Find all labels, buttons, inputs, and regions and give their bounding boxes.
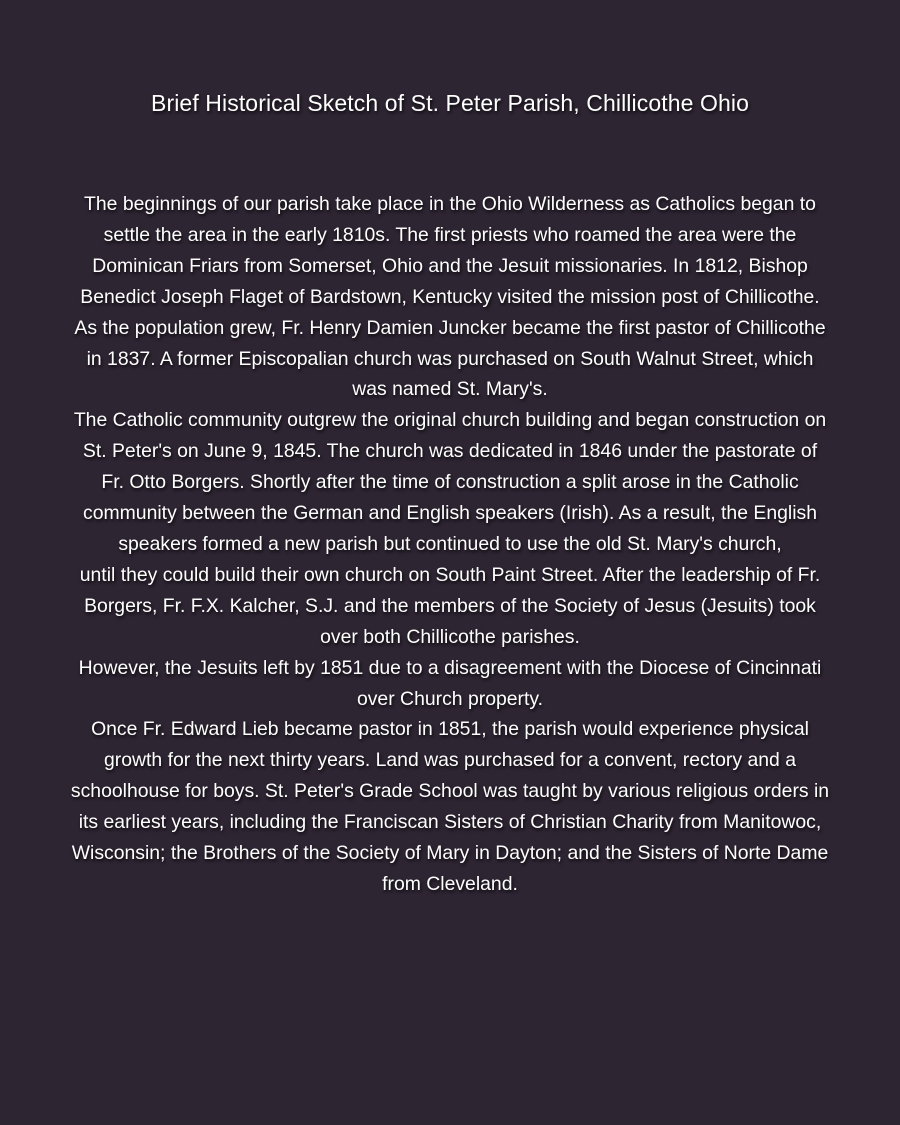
document-body bbox=[70, 189, 830, 900]
paragraph-growth: Once Fr. Edward Lieb became pastor in 1851, the parish would experience physical growth for the next thirty years. Land was purchased for a convent, rectory and a schoolhouse for boys. St. Peter's Grade School was taught by various religious orders in its earliest years, including the Franciscan Sisters of Christian Charity from Manitowoc, Wisconsin; the Brothers of the Society of Mary in Dayton; and the Sisters of Norte Dame from Cleveland. bbox=[70, 718, 830, 895]
paragraph-jesuits: until they could build their own church on South Paint Street. After the leadership of Fr. Borgers, Fr. F.X. Kalcher, S.J. and the members of the Society of Jesus (Jesuits) took over both Chillicothe parishes. bbox=[79, 563, 821, 648]
paragraph-first-pastor: As the population grew, Fr. Henry Damien Juncker became the first pastor of Chillicothe in 1837. A former Episcopalian church was purchased on South Walnut Street, which was named St. Mary's. bbox=[74, 316, 826, 401]
document-title: Brief Historical Sketch of St. Peter Parish, Chillicothe Ohio bbox=[151, 90, 749, 116]
paragraph-jesuits-departure: However, the Jesuits left by 1851 due to a disagreement with the Diocese of Cincinnati over Church property. bbox=[78, 656, 822, 710]
paragraph-early-settlement: The beginnings of our parish take place in the Ohio Wilderness as Catholics began to settle the area in the early 1810s. The first priests who roamed the area were the Dominican Friars from Somerset, Ohio and the Jesuit missionaries. In 1812, Bishop Benedict Joseph Flaget of Bardstown, Kentucky visited the mission post of Chillicothe. bbox=[80, 193, 820, 308]
paragraph-st-peters-construction: The Catholic community outgrew the original church building and began construction on St. Peter's on June 9, 1845. The church was dedicated in 1846 under the pastorate of Fr. Otto Borgers. Shortly after the time of construction a split arose in the Catholic community between the German and English speakers (Irish). As a result, the English speakers formed a new parish but continued to use the old St. Mary's church, bbox=[73, 409, 827, 555]
